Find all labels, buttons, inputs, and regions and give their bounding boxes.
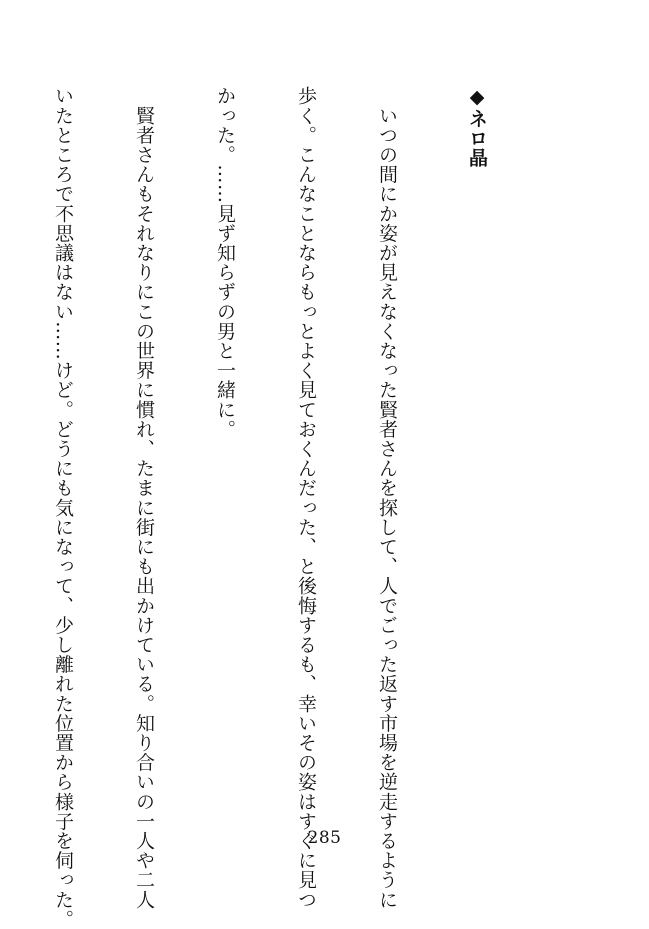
section-heading: ◆ネロ晶 <box>466 86 488 168</box>
text-line: いつの間にか姿が見えなくなった賢者さんを探して、人でごった返す市場を逆走するように <box>376 86 398 910</box>
text-line: かった。……見ず知らずの男と一緒に。 <box>214 86 236 439</box>
text-line: いたところで不思議はない……けど。どうにも気になって、少し離れた位置から様子を伺った。 <box>52 86 74 929</box>
text-line: 賢者さんもそれなりにこの世界に慣れ、たまに街にも出かけている。知り合いの一人や二人 <box>133 86 155 910</box>
page-number: 285 <box>307 828 342 848</box>
text-line: 歩く。こんなことならもっとよく見ておくんだった、と後悔するも、幸いその姿はすぐに見つ <box>295 86 317 910</box>
